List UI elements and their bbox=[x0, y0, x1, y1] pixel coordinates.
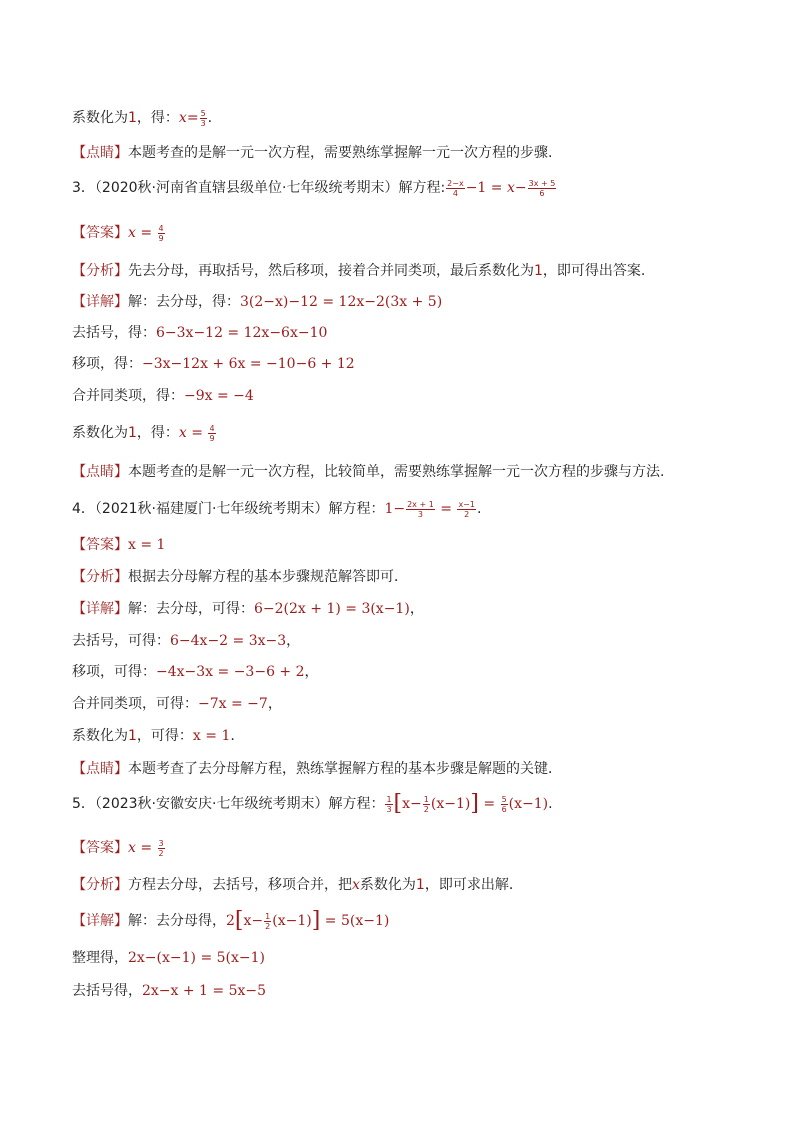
period: . bbox=[207, 110, 213, 126]
comma: ， bbox=[304, 664, 319, 680]
fraction-numerator: 3 bbox=[158, 838, 164, 848]
question-source: （2020秋·河南省直辖县级单位·七年级统考期末） bbox=[94, 180, 399, 196]
answer-tag: 【答案】 bbox=[72, 840, 128, 856]
step-text: 合并同类项，可得： bbox=[72, 696, 198, 712]
math-text: x− bbox=[402, 796, 422, 812]
fraction bbox=[501, 795, 508, 814]
math-two: 2 bbox=[226, 913, 235, 929]
math-expression: −4x−3x = −3−6 + 2 bbox=[156, 664, 305, 680]
comment-3 bbox=[72, 462, 664, 482]
detail-tag: 【详解】 bbox=[72, 913, 128, 929]
fraction-numerator: 4 bbox=[158, 223, 164, 233]
math-expression: 3(2−x)−12 = 12x−2(3x + 5) bbox=[240, 294, 443, 310]
comment-tag: 【点睛】 bbox=[72, 145, 128, 161]
fraction-numerator: 2−x bbox=[447, 178, 464, 188]
analysis-tag: 【分析】 bbox=[72, 569, 128, 585]
period: . bbox=[548, 796, 553, 812]
step-label: 系数化为 bbox=[72, 110, 128, 126]
step-transpose-4 bbox=[72, 662, 319, 682]
fraction-numerator: 5 bbox=[501, 794, 507, 804]
math-one: 1 bbox=[415, 877, 425, 893]
math-text: x− bbox=[243, 913, 264, 929]
step-transpose bbox=[72, 354, 355, 374]
math-eq: = bbox=[186, 425, 208, 441]
answer-3 bbox=[72, 223, 166, 243]
step-text: 合并同类项，得： bbox=[72, 388, 184, 404]
comment-line bbox=[72, 143, 552, 163]
fraction-denominator: 6 bbox=[501, 804, 507, 814]
math-one: 1 bbox=[128, 110, 137, 126]
fraction-numerator: 2x + 1 bbox=[407, 499, 434, 509]
comment-text: 本题考查的是解一元一次方程，比较简单，需要熟练掌握解一元一次方程的步骤与方法. bbox=[128, 464, 665, 480]
fraction bbox=[385, 795, 392, 814]
math-eq: = bbox=[135, 225, 157, 241]
step-combine bbox=[72, 386, 254, 406]
comment-tag: 【点睛】 bbox=[72, 464, 128, 480]
fraction-numerator: 3x + 5 bbox=[528, 178, 556, 188]
math-expression: −9x = −4 bbox=[184, 388, 254, 404]
fraction-denominator: 2 bbox=[464, 509, 470, 519]
question-4 bbox=[72, 499, 481, 519]
math-x: x bbox=[178, 425, 187, 441]
fraction-denominator: 2 bbox=[423, 804, 429, 814]
fraction bbox=[158, 224, 165, 243]
analysis-text: 根据去分母解方程的基本步骤规范解答即可． bbox=[128, 569, 408, 585]
answer-tag: 【答案】 bbox=[72, 225, 128, 241]
math-x: x bbox=[506, 180, 515, 196]
fraction-numerator: 1 bbox=[423, 794, 429, 804]
math-expression: −7x = −7 bbox=[198, 696, 268, 712]
math-x: x bbox=[178, 110, 187, 126]
math-x: x bbox=[128, 840, 136, 856]
fraction bbox=[158, 839, 165, 858]
math-expression: x = 1 bbox=[128, 537, 166, 553]
answer-4 bbox=[72, 535, 165, 555]
fraction-denominator: 3 bbox=[386, 804, 392, 814]
math-text: (x−1) bbox=[272, 913, 312, 929]
math-expression: −3x−12x + 6x = −10−6 + 12 bbox=[142, 356, 355, 372]
question-number: 5． bbox=[72, 796, 95, 812]
fraction bbox=[264, 912, 271, 931]
fraction bbox=[528, 179, 557, 198]
math-minus: − bbox=[514, 180, 527, 196]
fraction-denominator: 3 bbox=[200, 118, 206, 128]
step-remove-brackets-5 bbox=[72, 981, 266, 1001]
fraction bbox=[208, 424, 215, 443]
coefficient-step-line bbox=[72, 108, 212, 128]
question-ask: 解方程： bbox=[328, 796, 385, 812]
question-number: 4． bbox=[72, 501, 95, 517]
left-bracket: [ bbox=[234, 908, 244, 933]
fraction bbox=[200, 109, 207, 128]
fraction-numerator: 1 bbox=[265, 911, 271, 921]
step-combine-4 bbox=[72, 694, 282, 714]
fraction-denominator: 2 bbox=[265, 921, 271, 931]
fraction-numerator: 4 bbox=[209, 423, 215, 433]
math-one: 1 bbox=[128, 728, 137, 744]
step-simplify-5 bbox=[72, 948, 265, 968]
step-coefficient bbox=[72, 423, 217, 443]
analysis-text: 系数化为 bbox=[359, 877, 416, 893]
detail-5 bbox=[72, 908, 390, 933]
answer-tag: 【答案】 bbox=[72, 537, 128, 553]
math-expression: 2x−x + 1 = 5x−5 bbox=[142, 983, 267, 999]
answer-5 bbox=[72, 838, 166, 858]
math-x: x bbox=[128, 225, 136, 241]
math-one: 1 bbox=[128, 425, 137, 441]
comma: ， bbox=[409, 601, 424, 617]
fraction-denominator: 3 bbox=[417, 509, 423, 519]
math-eq: = bbox=[435, 501, 457, 517]
analysis-text-end: ，即可求出解． bbox=[424, 877, 523, 893]
detail-text: 解：去分母得， bbox=[128, 913, 226, 929]
fraction-numerator: x−1 bbox=[458, 499, 475, 509]
fraction bbox=[406, 500, 435, 519]
fraction-denominator: 9 bbox=[209, 433, 215, 443]
fraction-denominator: 4 bbox=[452, 188, 458, 198]
step-text: 去括号，可得： bbox=[72, 633, 170, 649]
step-text: 系数化为 bbox=[72, 425, 128, 441]
step-text: 系数化为 bbox=[72, 728, 128, 744]
detail-tag: 【详解】 bbox=[72, 601, 128, 617]
detail-4 bbox=[72, 599, 424, 619]
fraction-denominator: 6 bbox=[539, 188, 545, 198]
step-text: 移项，可得： bbox=[72, 664, 156, 680]
math-x: x bbox=[352, 877, 360, 893]
question-3 bbox=[72, 178, 557, 198]
fraction-numerator: 5 bbox=[200, 108, 206, 118]
math-text: (x−1) bbox=[430, 796, 471, 812]
analysis-text: 方程去分母，去括号，移项合并，把 bbox=[128, 877, 352, 893]
step-remove-brackets-4 bbox=[72, 631, 300, 651]
question-source: （2023秋·安徽安庆·七年级统考期末） bbox=[94, 796, 329, 812]
math-expression: x = 1 bbox=[192, 728, 231, 744]
analysis-3 bbox=[72, 261, 645, 281]
math-expression: 6−3x−12 = 12x−6x−10 bbox=[156, 325, 328, 341]
math-eq: = bbox=[186, 110, 199, 126]
left-bracket: [ bbox=[393, 791, 403, 816]
analysis-tag: 【分析】 bbox=[72, 877, 128, 893]
step-text-de: ，得： bbox=[136, 425, 179, 441]
comment-text: 本题考查了去分母解方程，熟练掌握解方程的基本步骤是解题的关键． bbox=[128, 761, 562, 777]
analysis-tag: 【分析】 bbox=[72, 263, 128, 279]
step-text-de: ，可得： bbox=[136, 728, 193, 744]
step-text: 去括号得， bbox=[72, 983, 142, 999]
math-text: 1− bbox=[384, 501, 406, 517]
comment-tag: 【点睛】 bbox=[72, 761, 128, 777]
step-text: 整理得， bbox=[72, 950, 128, 966]
period: . bbox=[230, 728, 235, 744]
math-eq: = bbox=[478, 796, 500, 812]
fraction-denominator: 9 bbox=[158, 233, 164, 243]
step-coefficient-4 bbox=[72, 726, 235, 746]
detail-tag: 【详解】 bbox=[72, 294, 128, 310]
fraction bbox=[423, 795, 430, 814]
analysis-4 bbox=[72, 567, 408, 587]
fraction-denominator: 2 bbox=[158, 848, 164, 858]
math-one: 1 bbox=[534, 263, 543, 279]
math-eq: = bbox=[135, 840, 157, 856]
math-expression: 6−2(2x + 1) = 3(x−1) bbox=[254, 601, 410, 617]
comma: ， bbox=[286, 633, 301, 649]
comma: ， bbox=[267, 696, 282, 712]
math-text: −1 = bbox=[465, 180, 507, 196]
analysis-text-end: ，即可得出答案. bbox=[542, 263, 646, 279]
question-ask: 解方程： bbox=[328, 501, 385, 517]
analysis-text: 先去分母，再取括号，然后移项，接着合并同类项，最后系数化为 bbox=[128, 263, 534, 279]
comment-4 bbox=[72, 759, 562, 779]
comment-text: 本题考查的是解一元一次方程，需要熟练掌握解一元一次方程的步骤. bbox=[128, 145, 553, 161]
step-text: 移项，得： bbox=[72, 356, 142, 372]
math-expression: = 5(x−1) bbox=[320, 913, 390, 929]
fraction bbox=[457, 500, 476, 519]
detail-text: 解：去分母，得： bbox=[128, 294, 240, 310]
question-source: （2021秋·福建厦门·七年级统考期末） bbox=[94, 501, 329, 517]
right-bracket: ] bbox=[311, 908, 321, 933]
question-number: 3． bbox=[72, 180, 95, 196]
right-bracket: ] bbox=[470, 791, 479, 816]
math-expression: 6−4x−2 = 3x−3 bbox=[170, 633, 287, 649]
math-expression: 2x−(x−1) = 5(x−1) bbox=[128, 950, 265, 966]
fraction bbox=[446, 179, 465, 198]
question-5 bbox=[72, 791, 553, 816]
detail-text: 解：去分母，可得： bbox=[128, 601, 254, 617]
period: . bbox=[476, 501, 482, 517]
step-text: 去括号，得： bbox=[72, 325, 156, 341]
step-label-de: ，得： bbox=[136, 110, 179, 126]
math-text: (x−1) bbox=[508, 796, 549, 812]
fraction-numerator: 1 bbox=[386, 794, 392, 804]
question-ask: 解方程: bbox=[398, 180, 446, 196]
analysis-5 bbox=[72, 875, 523, 895]
detail-3 bbox=[72, 292, 442, 312]
step-remove-brackets bbox=[72, 323, 327, 343]
